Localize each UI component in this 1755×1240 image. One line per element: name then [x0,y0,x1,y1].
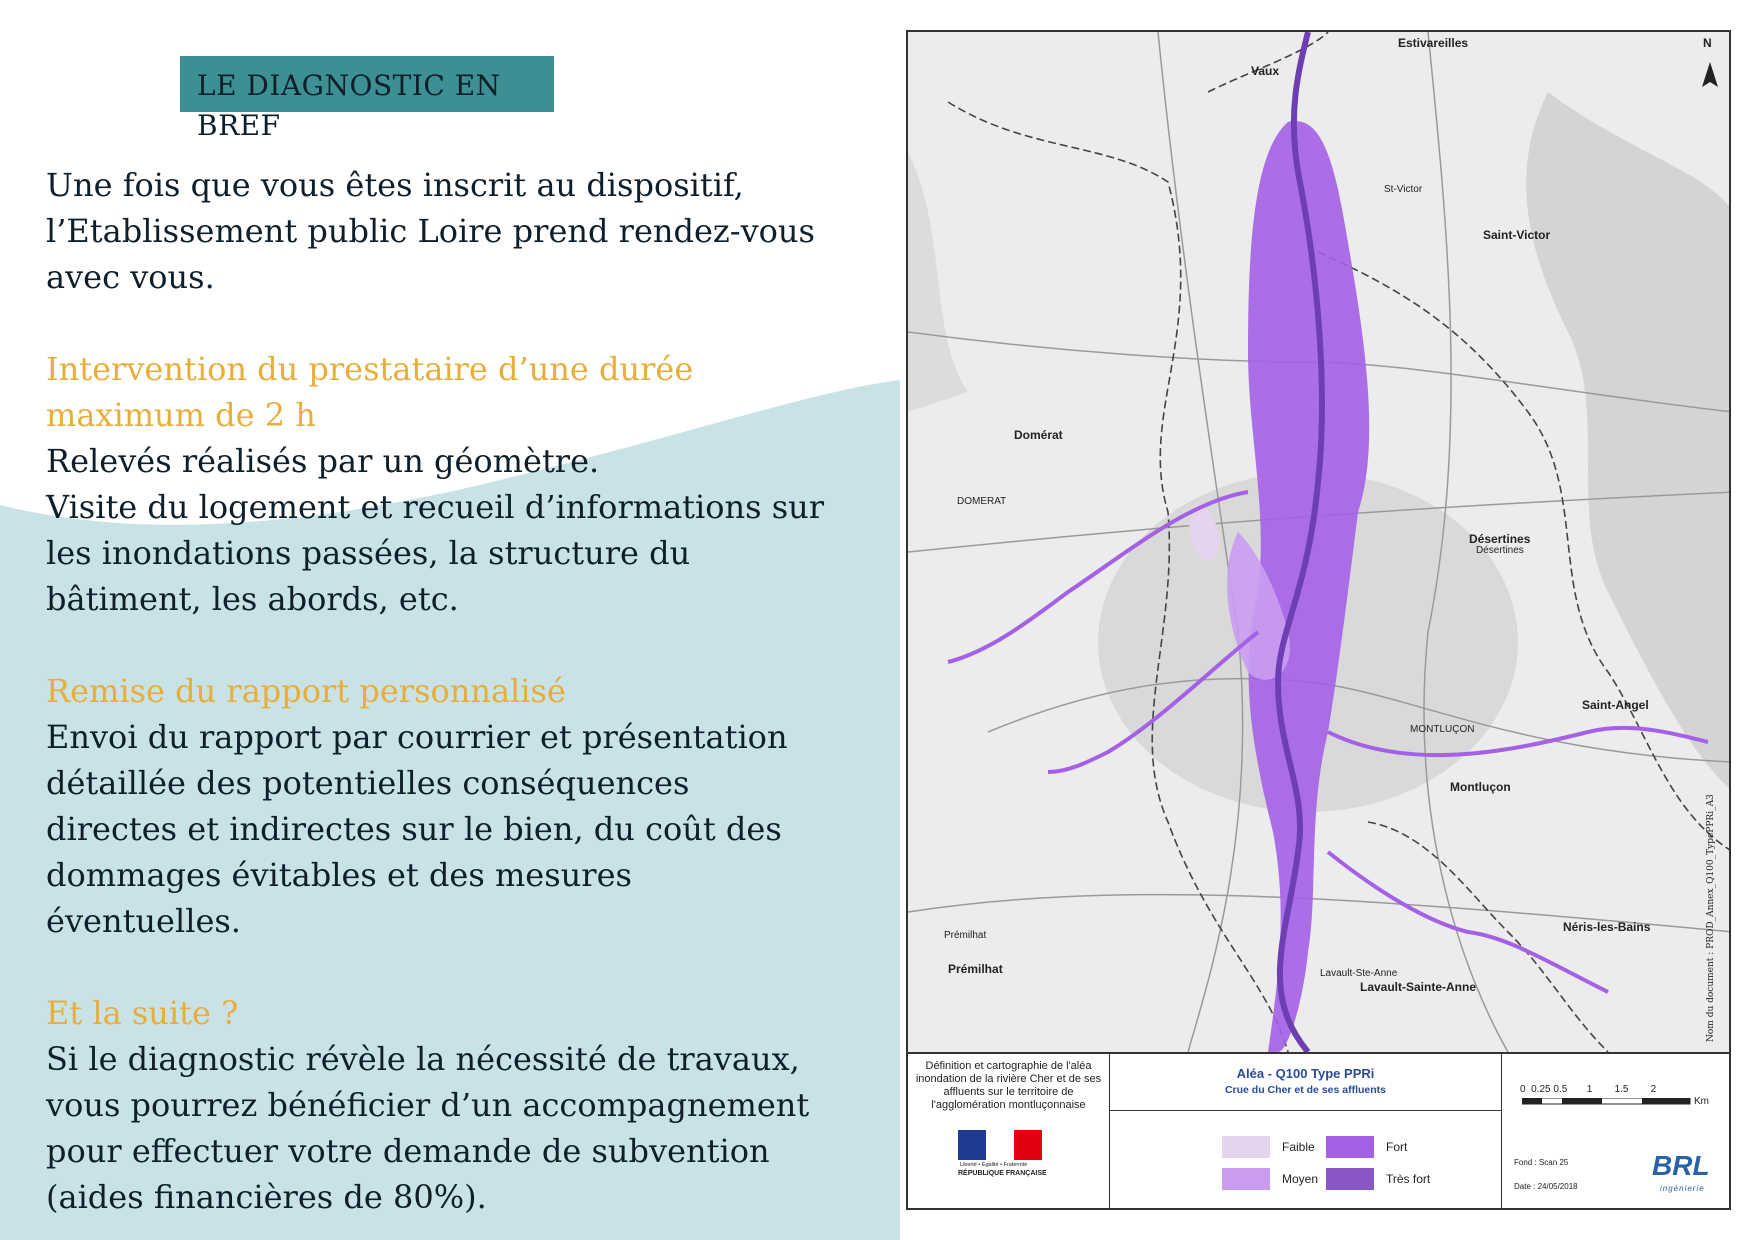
map-place-label: Estivareilles [1398,36,1469,50]
brl-logo: BRL [1652,1150,1710,1181]
legend-swatch-fort [1326,1136,1374,1158]
marianne-logo-icon [958,1130,1042,1160]
scale-unit: Km [1694,1096,1709,1107]
map-artwork [908,32,1731,1052]
document-name: Nom du document : PROD_Annex_Q100_TypePPRi_A3 [1706,794,1716,1042]
scale-tick: 1 [1586,1084,1593,1095]
map-place-label: St-Victor [1384,184,1423,195]
scale-tick: 0 [1520,1084,1526,1095]
section-heading: Et la suite ? [46,994,239,1032]
map-place-label: DOMERAT [957,496,1007,507]
legend-swatch-tres-fort [1326,1168,1374,1190]
map-place-label: Désertines [1476,545,1524,556]
legend-label: Très fort [1386,1172,1431,1186]
map-date: Date : 24/05/2018 [1514,1182,1578,1191]
map-place-label: Vaux [1251,64,1280,78]
scale-tick: 1.5 [1614,1084,1629,1095]
scale-ticks [1520,1084,1656,1095]
section-line: Si le diagnostic révèle la nécessité de travaux, vous pourrez bénéficier d’un accompagnement pour effectuer votre demande de subvention (aides financières de 80%). [46,1040,810,1216]
map-place-label: MONTLUÇON [1410,724,1475,735]
brl-logo-subtitle: ingénierie [1660,1184,1705,1193]
scale-bar [1522,1098,1692,1106]
map-fond: Fond : Scan 25 [1514,1158,1569,1167]
scale-tick: 2 [1650,1084,1657,1095]
scale-tick: 0.5 [1553,1084,1568,1095]
legend-label: Fort [1386,1140,1408,1154]
main-text [46,162,826,1220]
map-place-label: Prémilhat [948,962,1003,976]
republic-label: RÉPUBLIQUE FRANÇAISE [958,1170,1047,1177]
legend-scale-panel [1502,1054,1729,1210]
map-place-label: Lavault-Ste-Anne [1320,968,1398,979]
section-line: Visite du logement et recueil d’informations sur les inondations passées, la structure du bâtiment, les abords, etc. [46,488,825,618]
legend-classes-panel [1110,1054,1502,1210]
map-place-label: Lavault-Sainte-Anne [1360,980,1477,994]
republic-motto: Liberté • Égalité • Fraternité [960,1162,1028,1168]
map-place-label: Néris-les-Bains [1563,920,1651,934]
map-place-label: Saint-Angel [1582,698,1649,712]
map-place-label: Montluçon [1450,780,1511,794]
scale-tick: 0.25 [1531,1084,1551,1095]
legend-label: Faible [1282,1140,1315,1154]
legend-label: Moyen [1282,1172,1319,1186]
section-heading: Remise du rapport personnalisé [46,672,566,710]
north-label: N [1703,36,1712,50]
section-line: Envoi du rapport par courrier et présentation détaillée des potentielles conséquences directes et indirectes sur le bien, du coût des dommages évitables et des mesures éventuelles. [46,718,788,940]
map-place-label: Domérat [1014,428,1063,442]
legend-swatch-moyen [1222,1168,1270,1190]
legend-description-panel [908,1054,1110,1210]
map-place-label: Saint-Victor [1483,228,1551,242]
legend-description: Définition et cartographie de l'aléa inondation de la rivière Cher et de ses affluents sur le territoire de l'agglomération montluçonnaise [915,1060,1102,1111]
legend-subtitle: Crue du Cher et de ses affluents [1224,1084,1387,1096]
legend-title: Aléa - Q100 Type PPRi [1236,1066,1375,1081]
section-line: Relevés réalisés par un géomètre. [46,442,600,480]
intro-text: Une fois que vous êtes inscrit au dispositif, l’Etablissement public Loire prend rendez-vous avec vous. [46,166,815,296]
flood-map [906,30,1731,1210]
map-legend [908,1052,1729,1210]
page-title: LE DIAGNOSTIC EN BREF [197,69,501,142]
map-place-label: Prémilhat [944,930,987,941]
section-heading: Intervention du prestataire d’une durée maximum de 2 h [46,350,694,434]
legend-swatch-faible [1222,1136,1270,1158]
map-place-label: Désertines [1469,532,1531,546]
